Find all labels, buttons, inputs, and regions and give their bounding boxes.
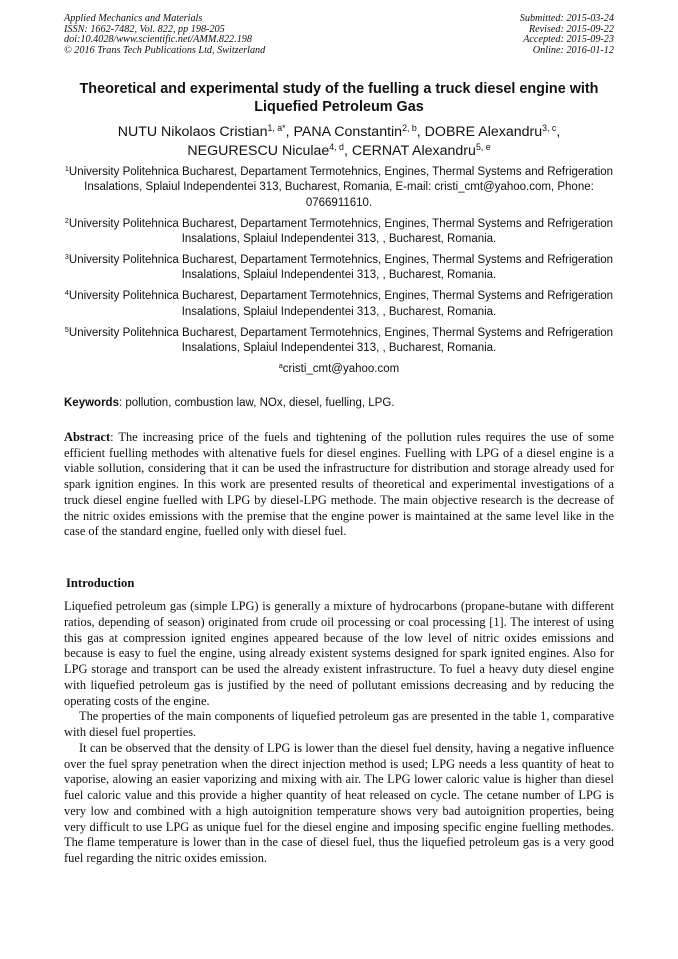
abstract-label: Abstract	[64, 430, 111, 444]
affiliation: $^5$University Politehnica Bucharest, Departament Termotehnics, Engines, Thermal Systems and Refrigeration Insalations, Splaiul Independentei 313, , Bucharest, Romania.	[64, 325, 614, 355]
abstract-text: : The increasing price of the fuels and tightening of the pollution rules requires the use of some efficient fuelling methodes with altenative fuels for diesel engines. Fuelling with LPG of a diesel engine is a viable sollution, considering that it can be used the infrastructure for distribution and storage already used for spark ignition engines. In this work are presented results of theoretical and experimental investigations of a truck diesel engine fuelled with LPG by diesel-LPG methode. The main objective research is the decrease of the nitric oxides emissions with the premise that the engine power is maintained at the same level like in the case of the standard engine, fuelled only with diesel fuel.	[64, 430, 614, 539]
paragraph: Liquefied petroleum gas (simple LPG) is generally a mixture of hydrocarbons (propane-butane with different ratios, depending of season) originated from crude oil processing or coal processing [1]. The interest of using this gas at compression ignited engines appeared because of the low level of nitric oxides emissions and because is easy to fuel the engine, using already existent systems designed for spark ignited engines. Also for LPG storage and transport can be used the already existent infrastructure. To fuel a heavy duty diesel engine with liquefied petroleum gas is justified by the need of pollutant emissions decreasing and by reducing the operating costs of the engine.	[64, 599, 614, 708]
affiliation: $^3$University Politehnica Bucharest, Departament Termotehnics, Engines, Thermal Systems and Refrigeration Insalations, Splaiul Independentei 313, , Bucharest, Romania.	[64, 253, 614, 282]
affiliation: $^1$University Politehnica Bucharest, Departament Termotehnics, Engines, Thermal Systems and Refrigeration Insalations, Splaiul Independentei 313, Bucharest, Romania, E-mail: cristi_cmt@yahoo.com, Phone: 0766911610.	[64, 165, 614, 209]
affiliations	[64, 165, 614, 377]
accepted-date: Accepted: 2015-09-23	[523, 34, 614, 46]
paper-title: Theoretical and experimental study of the fuelling a truck diesel engine with Liquefied Petroleum Gas	[79, 81, 599, 115]
keywords-label: Keywords	[64, 397, 119, 409]
affiliation: $^2$University Politehnica Bucharest, Departament Termotehnics, Engines, Thermal Systems and Refrigeration Insalations, Splaiul Independentei 313, , Bucharest, Romania.	[64, 216, 614, 246]
paragraph: The properties of the main components of liquefied petroleum gas are presented in the table 1, comparative with diesel fuel properties.	[64, 709, 614, 739]
corresponding-email[interactable]: $^a$cristi_cmt@yahoo.com	[278, 362, 400, 375]
section-heading-introduction: Introduction	[66, 576, 135, 590]
author: NUTU Nikolaos Cristian$^{1, a*}$,	[117, 123, 294, 140]
doi: doi:10.4028/www.scientific.net/AMM.822.198	[64, 34, 252, 46]
author: NEGURESCU Niculae$^{4, d}$,	[187, 141, 352, 159]
author: DOBRE Alexandru$^{3, c}$,	[424, 123, 561, 140]
author-list	[64, 123, 614, 160]
submitted-date: Submitted: 2015-03-24	[519, 13, 614, 24]
paragraph: It can be observed that the density of LPG is lower than the diesel fuel density, having a negative influence over the fuel spray penetration when the direct injection method is used; LPG needs a less quantity of heat to vaporise, alowing an easier vaporizing and mixing with air. The LPG lower caloric value is higher than diesel fuel caloric value and this provide a higher quantity of heat released on cycle. The cetane number of LPG is very low and combined with a high autoignition temperature shows very bad autoignition properties, being very difficult to use LPG as unique fuel for the diesel engine and imposing specific engine fuelling methodes. The flame temperature is lower than in the case of diesel fuel, thus the liquefied petroleum gas is a very good fuel regarding the nitric oxides emission.	[64, 740, 614, 865]
revised-date: Revised: 2015-09-22	[528, 23, 614, 35]
affiliation: $^4$University Politehnica Bucharest, Departament Termotehnics, Engines, Thermal Systems and Refrigeration Insalations, Splaiul Independentei 313, , Bucharest, Romania.	[64, 289, 614, 318]
journal-info	[64, 14, 265, 56]
online-date: Online: 2016-01-12	[532, 44, 614, 56]
issn: ISSN: 1662-7482, Vol. 822, pp 198-205	[64, 23, 225, 35]
introduction-body	[64, 599, 614, 867]
journal-name: Applied Mechanics and Materials	[64, 13, 203, 24]
keywords-text: : pollution, combustion law, NOx, diesel, fuelling, LPG.	[118, 397, 395, 409]
publication-dates	[520, 14, 614, 56]
author: CERNAT Alexandru$^{5, e}$	[351, 141, 491, 159]
keywords	[64, 396, 614, 411]
abstract	[64, 430, 614, 540]
author: PANA Constantin$^{2, b}$,	[293, 123, 425, 140]
copyright: © 2016 Trans Tech Publications Ltd, Switzerland	[64, 44, 266, 56]
